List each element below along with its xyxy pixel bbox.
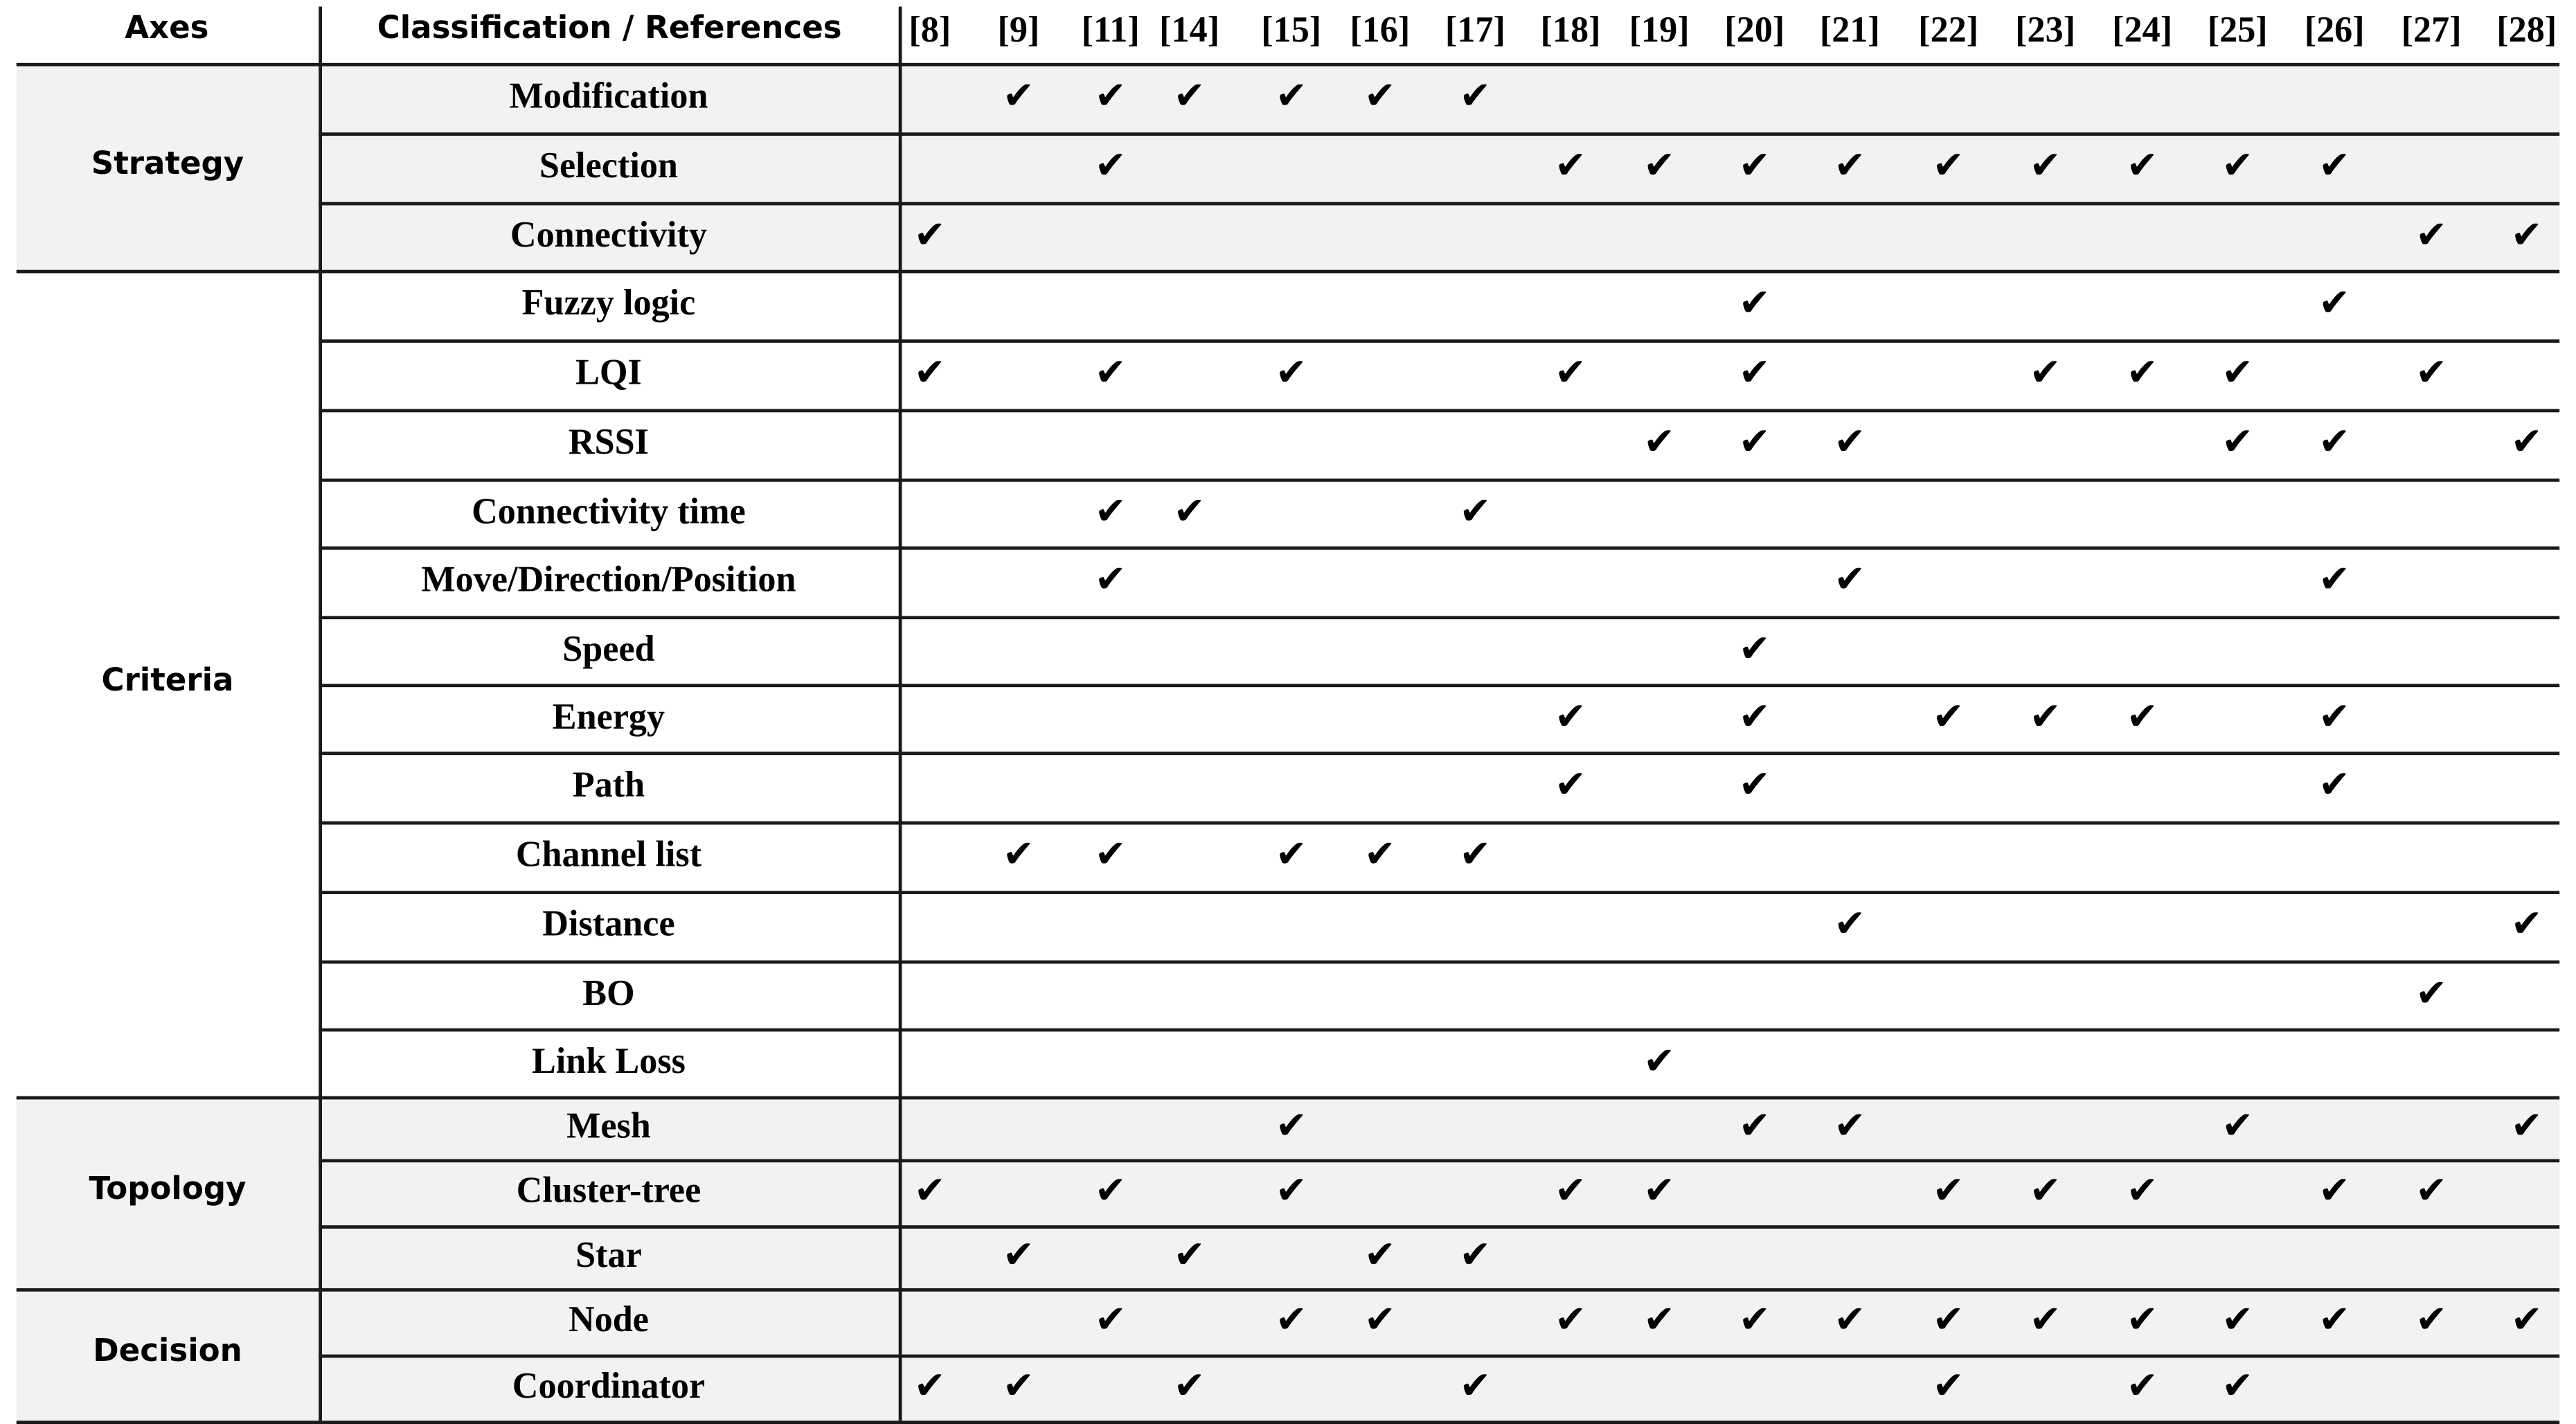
row-divider xyxy=(319,684,2559,686)
check-mark: ✔ xyxy=(1003,75,1035,118)
row-divider xyxy=(319,132,2559,135)
check-mark: ✔ xyxy=(1834,558,1866,603)
check-mark: ✔ xyxy=(1275,833,1307,877)
row-divider xyxy=(319,821,2559,824)
row-divider xyxy=(319,546,2559,549)
check-mark: ✔ xyxy=(913,1170,946,1213)
check-mark: ✔ xyxy=(1459,833,1492,877)
check-mark: ✔ xyxy=(1643,421,1675,465)
row-divider xyxy=(319,961,2559,963)
check-mark: ✔ xyxy=(1834,1105,1866,1148)
criterion-label: Energy xyxy=(552,694,665,736)
check-mark: ✔ xyxy=(1738,628,1771,671)
criterion-label: Connectivity xyxy=(510,213,708,254)
classification-column-header: Classification / References xyxy=(377,10,842,46)
header-divider xyxy=(17,63,2559,66)
row-divider xyxy=(319,1355,2559,1358)
reference-header: [18] xyxy=(1540,8,1601,50)
check-mark: ✔ xyxy=(2029,695,2061,739)
criterion-label: Channel list xyxy=(515,833,702,875)
reference-header: [11] xyxy=(1081,8,1140,50)
check-mark: ✔ xyxy=(1173,490,1206,533)
check-mark: ✔ xyxy=(2221,145,2254,188)
check-mark: ✔ xyxy=(2029,145,2061,188)
group-divider xyxy=(17,1288,2559,1291)
check-mark: ✔ xyxy=(1094,352,1127,395)
group-divider xyxy=(17,270,2559,273)
check-mark: ✔ xyxy=(1275,1299,1307,1342)
classification-column-divider xyxy=(899,7,902,1421)
criterion-label: Cluster-tree xyxy=(516,1168,701,1211)
check-mark: ✔ xyxy=(1555,764,1586,808)
criterion-label: LQI xyxy=(575,350,642,393)
check-mark: ✔ xyxy=(1003,833,1035,877)
check-mark: ✔ xyxy=(1932,1170,1965,1213)
check-mark: ✔ xyxy=(1094,490,1127,533)
check-mark: ✔ xyxy=(2221,1299,2254,1342)
reference-header: [19] xyxy=(1629,8,1690,50)
check-mark: ✔ xyxy=(2510,903,2543,947)
check-mark: ✔ xyxy=(2318,764,2351,808)
row-divider xyxy=(319,409,2559,412)
row-divider xyxy=(319,616,2559,618)
check-mark: ✔ xyxy=(1094,558,1127,603)
check-mark: ✔ xyxy=(1094,145,1127,188)
reference-header: [26] xyxy=(2304,8,2365,50)
criterion-label: BO xyxy=(582,971,635,1013)
check-mark: ✔ xyxy=(1094,833,1127,877)
check-mark: ✔ xyxy=(2318,282,2351,326)
check-mark: ✔ xyxy=(1363,833,1396,877)
check-mark: ✔ xyxy=(2415,352,2448,395)
check-mark: ✔ xyxy=(1932,695,1965,739)
criterion-label: Connectivity time xyxy=(472,489,746,531)
axes-column-header: Axes xyxy=(125,10,209,46)
reference-header: [14] xyxy=(1159,8,1220,50)
check-mark: ✔ xyxy=(1834,1299,1866,1342)
row-divider xyxy=(319,339,2559,342)
check-mark: ✔ xyxy=(1003,1234,1035,1278)
check-mark: ✔ xyxy=(2126,1170,2158,1213)
check-mark: ✔ xyxy=(1459,490,1492,533)
check-mark: ✔ xyxy=(1173,1365,1206,1409)
check-mark: ✔ xyxy=(1555,695,1586,739)
check-mark: ✔ xyxy=(2510,421,2543,465)
check-mark: ✔ xyxy=(1738,695,1771,739)
check-mark: ✔ xyxy=(1932,1365,1965,1409)
row-divider xyxy=(319,1159,2559,1162)
check-mark: ✔ xyxy=(1094,1170,1127,1213)
check-mark: ✔ xyxy=(2510,1105,2543,1148)
check-mark: ✔ xyxy=(1834,145,1866,188)
row-divider xyxy=(319,891,2559,893)
check-mark: ✔ xyxy=(1555,352,1586,395)
check-mark: ✔ xyxy=(1094,75,1127,118)
row-divider xyxy=(319,202,2559,205)
check-mark: ✔ xyxy=(1003,1365,1035,1409)
reference-header: [17] xyxy=(1444,8,1505,50)
reference-header: [8] xyxy=(909,8,951,50)
reference-header: [28] xyxy=(2496,8,2557,50)
reference-header: [15] xyxy=(1261,8,1322,50)
criterion-label: Speed xyxy=(562,626,655,668)
row-divider xyxy=(319,1225,2559,1228)
check-mark: ✔ xyxy=(1363,75,1396,118)
row-divider xyxy=(319,479,2559,481)
check-mark: ✔ xyxy=(2318,1299,2351,1342)
check-mark: ✔ xyxy=(2029,352,2061,395)
reference-header: [16] xyxy=(1350,8,1411,50)
check-mark: ✔ xyxy=(2126,1365,2158,1409)
check-mark: ✔ xyxy=(2126,695,2158,739)
axis-label: Decision xyxy=(93,1333,242,1370)
reference-header: [23] xyxy=(2015,8,2076,50)
check-mark: ✔ xyxy=(2415,213,2448,257)
check-mark: ✔ xyxy=(2415,1299,2448,1342)
check-mark: ✔ xyxy=(1738,1299,1771,1342)
check-mark: ✔ xyxy=(1173,75,1206,118)
reference-header: [9] xyxy=(997,8,1040,50)
criterion-label: Path xyxy=(572,763,645,805)
criterion-label: Move/Direction/Position xyxy=(421,558,796,600)
check-mark: ✔ xyxy=(1275,75,1307,118)
check-mark: ✔ xyxy=(1363,1299,1396,1342)
check-mark: ✔ xyxy=(1738,421,1771,465)
check-mark: ✔ xyxy=(1738,282,1771,326)
check-mark: ✔ xyxy=(2221,352,2254,395)
reference-header: [21] xyxy=(1819,8,1880,50)
criterion-label: Star xyxy=(575,1234,642,1275)
check-mark: ✔ xyxy=(913,213,946,257)
check-mark: ✔ xyxy=(1834,903,1866,947)
reference-header: [25] xyxy=(2207,8,2268,50)
check-mark: ✔ xyxy=(1459,1365,1492,1409)
check-mark: ✔ xyxy=(1738,764,1771,808)
check-mark: ✔ xyxy=(1738,352,1771,395)
check-mark: ✔ xyxy=(2318,558,2351,603)
check-mark: ✔ xyxy=(1643,1170,1675,1213)
group-divider xyxy=(17,1096,2559,1099)
check-mark: ✔ xyxy=(1643,145,1675,188)
reference-header: [27] xyxy=(2401,8,2462,50)
check-mark: ✔ xyxy=(1932,145,1965,188)
axis-label: Topology xyxy=(89,1171,247,1207)
check-mark: ✔ xyxy=(913,352,946,395)
criterion-label: Coordinator xyxy=(512,1364,706,1406)
check-mark: ✔ xyxy=(2415,972,2448,1015)
criterion-label: Distance xyxy=(542,902,675,944)
check-mark: ✔ xyxy=(2318,421,2351,465)
check-mark: ✔ xyxy=(2221,421,2254,465)
axis-label: Criteria xyxy=(101,661,234,698)
check-mark: ✔ xyxy=(1275,1170,1307,1213)
reference-header: [22] xyxy=(1918,8,1979,50)
check-mark: ✔ xyxy=(1555,145,1586,188)
check-mark: ✔ xyxy=(2126,145,2158,188)
check-mark: ✔ xyxy=(1932,1299,1965,1342)
group-divider xyxy=(17,1421,2559,1423)
check-mark: ✔ xyxy=(1555,1170,1586,1213)
check-mark: ✔ xyxy=(2126,352,2158,395)
check-mark: ✔ xyxy=(2029,1170,2061,1213)
check-mark: ✔ xyxy=(2126,1299,2158,1342)
check-mark: ✔ xyxy=(1094,1299,1127,1342)
check-mark: ✔ xyxy=(2318,695,2351,739)
criterion-label: Mesh xyxy=(566,1104,651,1146)
check-mark: ✔ xyxy=(1834,421,1866,465)
check-mark: ✔ xyxy=(1738,145,1771,188)
criterion-label: Selection xyxy=(539,143,678,186)
check-mark: ✔ xyxy=(1275,352,1307,395)
reference-header: [24] xyxy=(2112,8,2173,50)
check-mark: ✔ xyxy=(1555,1299,1586,1342)
check-mark: ✔ xyxy=(2318,145,2351,188)
check-mark: ✔ xyxy=(1275,1105,1307,1148)
criterion-label: Link Loss xyxy=(531,1039,686,1080)
criterion-label: RSSI xyxy=(568,420,649,463)
check-mark: ✔ xyxy=(913,1365,946,1409)
check-mark: ✔ xyxy=(1173,1234,1206,1278)
row-divider xyxy=(319,1029,2559,1031)
check-mark: ✔ xyxy=(2415,1170,2448,1213)
check-mark: ✔ xyxy=(1363,1234,1396,1278)
criterion-label: Fuzzy logic xyxy=(521,281,696,323)
check-mark: ✔ xyxy=(1643,1040,1675,1083)
check-mark: ✔ xyxy=(2510,1299,2543,1342)
criterion-label: Modification xyxy=(509,74,708,116)
criterion-label: Node xyxy=(568,1298,649,1340)
check-mark: ✔ xyxy=(2318,1170,2351,1213)
check-mark: ✔ xyxy=(1459,1234,1492,1278)
check-mark: ✔ xyxy=(2221,1365,2254,1409)
axis-label: Strategy xyxy=(91,145,244,181)
check-mark: ✔ xyxy=(2029,1299,2061,1342)
axes-column-divider xyxy=(319,7,321,1421)
check-mark: ✔ xyxy=(1459,75,1492,118)
check-mark: ✔ xyxy=(1643,1299,1675,1342)
check-mark: ✔ xyxy=(2221,1105,2254,1148)
check-mark: ✔ xyxy=(1738,1105,1771,1148)
check-mark: ✔ xyxy=(2510,213,2543,257)
reference-header: [20] xyxy=(1724,8,1785,50)
row-divider xyxy=(319,751,2559,754)
